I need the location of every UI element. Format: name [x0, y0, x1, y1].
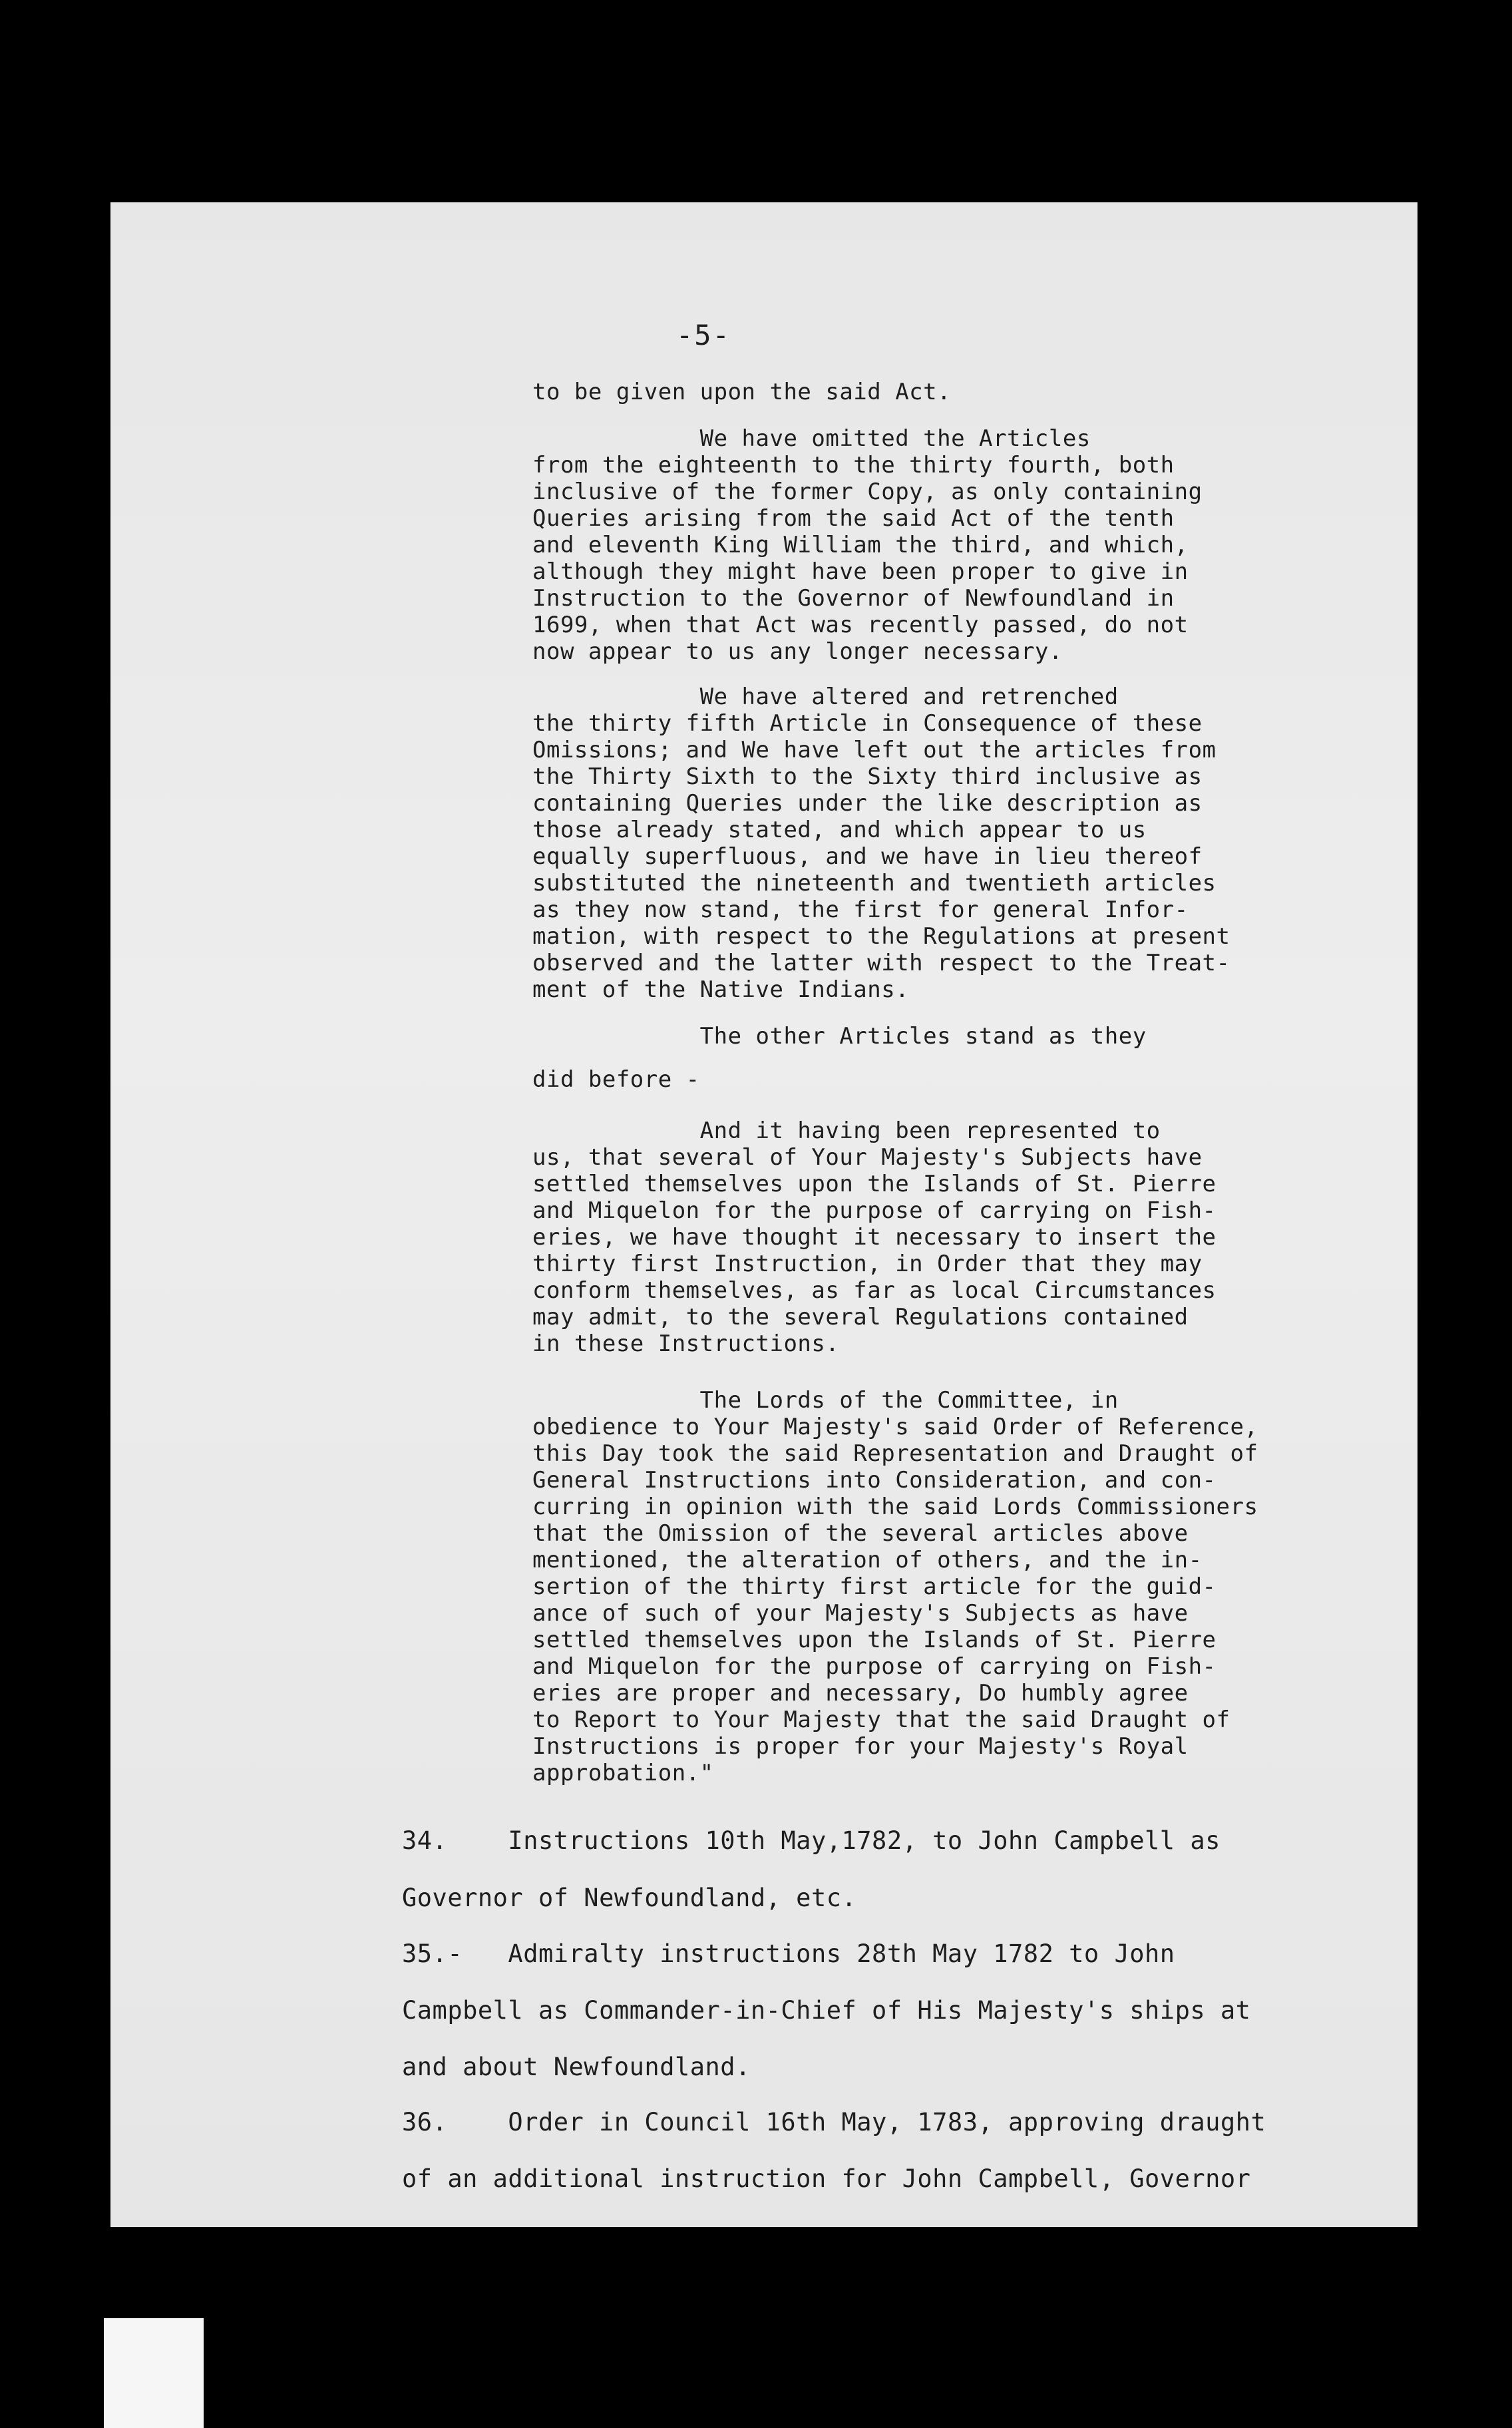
- text-line: those already stated, and which appear to us: [532, 817, 1147, 843]
- text-line: The Lords of the Committee, in: [532, 1387, 1119, 1414]
- text-line: settled themselves upon the Islands of St. Pierre: [532, 1627, 1217, 1653]
- text-line: And it having been represented to: [532, 1117, 1161, 1144]
- list-item: and about Newfoundland.: [402, 2053, 751, 2081]
- film-label-patch: [104, 2318, 204, 2428]
- text-line: conform themselves, as far as local Circumstances: [532, 1277, 1217, 1304]
- list-item: Campbell as Commander-in-Chief of His Majesty's ships at: [402, 1996, 1251, 2025]
- text-line: eries are proper and necessary, Do humbly agree: [532, 1680, 1189, 1707]
- text-line: equally superfluous, and we have in lieu thereof: [532, 843, 1203, 870]
- text-line: now appear to us any longer necessary.: [532, 638, 1063, 665]
- text-line: thirty first Instruction, in Order that they may: [532, 1251, 1203, 1277]
- text-line: obedience to Your Majesty's said Order of Reference,: [532, 1414, 1258, 1440]
- text-line: substituted the nineteenth and twentieth articles: [532, 870, 1217, 897]
- text-line: Queries arising from the said Act of the tenth: [532, 505, 1175, 532]
- text-line: us, that several of Your Majesty's Subjects have: [532, 1144, 1203, 1171]
- text-line: ment of the Native Indians.: [532, 976, 910, 1003]
- text-line: may admit, to the several Regulations contained: [532, 1304, 1189, 1330]
- text-line: the Thirty Sixth to the Sixty third inclusive as: [532, 763, 1203, 790]
- text-line: We have altered and retrenched: [532, 684, 1119, 710]
- text-line: and Miquelon for the purpose of carrying on Fish-: [532, 1653, 1217, 1680]
- text-line: approbation.": [532, 1760, 714, 1786]
- text-line: 1699, when that Act was recently passed, do not: [532, 612, 1189, 638]
- text-line: that the Omission of the several articles above: [532, 1520, 1189, 1547]
- text-line: ance of such of your Majesty's Subjects as have: [532, 1600, 1189, 1627]
- text-line: to Report to Your Majesty that the said Draught of: [532, 1707, 1230, 1733]
- document-page: [110, 202, 1418, 2227]
- text-line: this Day took the said Representation and Draught of: [532, 1440, 1258, 1467]
- text-line: sertion of the thirty first article for the guid-: [532, 1573, 1217, 1600]
- page-number: -5-: [676, 319, 731, 351]
- text-line: as they now stand, the first for general Infor-: [532, 897, 1189, 923]
- text-line: and Miquelon for the purpose of carrying on Fish-: [532, 1197, 1217, 1224]
- text-line: General Instructions into Consideration, and con-: [532, 1467, 1217, 1494]
- list-item: of an additional instruction for John Campbell, Governor: [402, 2164, 1251, 2193]
- text-line: observed and the latter with respect to the Treat-: [532, 950, 1230, 976]
- text-line: containing Queries under the like description as: [532, 790, 1203, 817]
- text-line: the thirty fifth Article in Consequence of these: [532, 710, 1203, 737]
- list-item: 34. Instructions 10th May,1782, to John Campbell as: [402, 1826, 1221, 1855]
- text-line: curring in opinion with the said Lords Commissioners: [532, 1494, 1258, 1520]
- text-line: eries, we have thought it necessary to insert the: [532, 1224, 1217, 1251]
- list-item: 35.- Admiralty instructions 28th May 1782 to John: [402, 1939, 1175, 1968]
- text-line: and eleventh King William the third, and which,: [532, 532, 1189, 558]
- text-line: to be given upon the said Act.: [532, 379, 952, 405]
- text-line: Instruction to the Governor of Newfoundland in: [532, 585, 1175, 612]
- text-line: Instructions is proper for your Majesty's Royal: [532, 1733, 1189, 1760]
- text-line: Omissions; and We have left out the articles from: [532, 737, 1217, 763]
- text-line: from the eighteenth to the thirty fourth, both: [532, 452, 1175, 479]
- text-line: mation, with respect to the Regulations at present: [532, 923, 1230, 950]
- text-line: did before -: [532, 1066, 700, 1093]
- text-line: inclusive of the former Copy, as only containing: [532, 479, 1203, 505]
- list-item: Governor of Newfoundland, etc.: [402, 1884, 857, 1912]
- text-line: in these Instructions.: [532, 1330, 840, 1357]
- text-line: The other Articles stand as they: [532, 1023, 1147, 1050]
- text-line: We have omitted the Articles: [532, 425, 1091, 452]
- text-line: although they might have been proper to give in: [532, 558, 1189, 585]
- text-line: settled themselves upon the Islands of St. Pierre: [532, 1171, 1217, 1197]
- text-line: mentioned, the alteration of others, and the in-: [532, 1547, 1203, 1573]
- list-item: 36. Order in Council 16th May, 1783, approving draught: [402, 2108, 1266, 2136]
